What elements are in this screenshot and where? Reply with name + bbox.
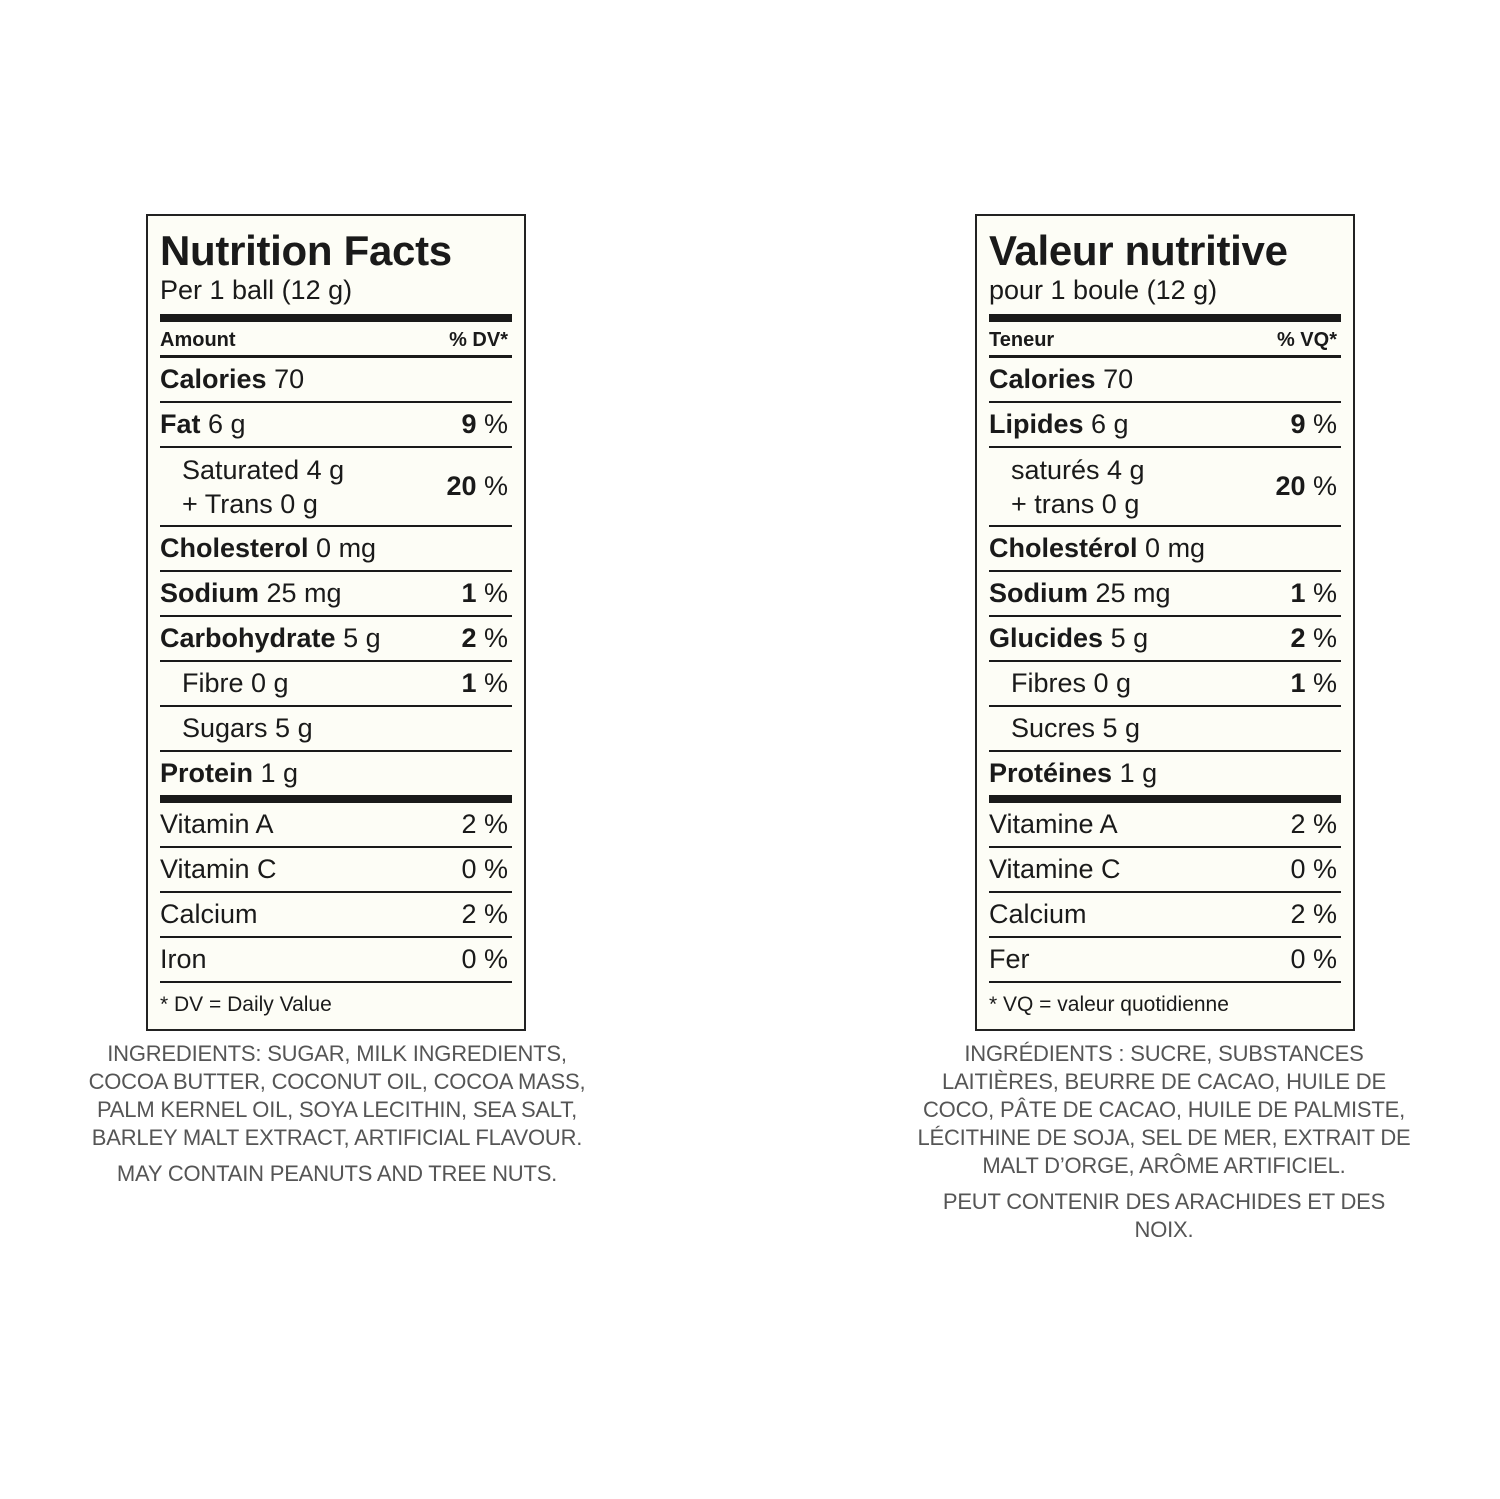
vitamin-name: Vitamine C: [989, 854, 1121, 884]
fat-pct: 9: [461, 409, 477, 439]
vitamin-row: [160, 848, 512, 893]
fat-pct: 9: [1290, 409, 1306, 439]
column-header-row: [989, 322, 1341, 358]
sodium-row: Sodium 25 mg 1 %: [160, 572, 512, 617]
sodium-label: Sodium: [160, 578, 259, 608]
carbohydrate-pct: 2: [1290, 623, 1306, 653]
vitamin-row: [160, 803, 512, 848]
vitamin-name: Iron: [160, 944, 207, 974]
calories-value: 70: [1103, 364, 1134, 394]
cholesterol-row: [989, 527, 1341, 572]
vitamin-name: Vitamine A: [989, 809, 1118, 839]
vitamin-row: [989, 848, 1341, 893]
protein-row: [160, 752, 512, 803]
fibre-pct: 1: [1290, 668, 1306, 698]
fat-amount: 6 g: [1091, 409, 1129, 439]
vitamin-pct: 0 %: [461, 854, 508, 884]
dv-header: % DV*: [449, 329, 508, 351]
dv-header: % VQ*: [1276, 329, 1337, 351]
cholesterol-amount: 0 mg: [316, 533, 377, 563]
vitamin-name: Fer: [989, 944, 1030, 974]
vitamin-pct: 0 %: [1290, 944, 1337, 974]
saturated-trans-row: saturés 4 g + trans 0 g 20 %: [989, 448, 1341, 527]
sodium-amount: 25 mg: [1095, 578, 1171, 608]
vitamin-name: Vitamin C: [160, 854, 277, 884]
footnote: * DV = Daily Value: [160, 993, 332, 1016]
carbohydrate-pct: 2: [461, 623, 477, 653]
thick-divider: [160, 314, 512, 322]
fibre-row: Fibres 0 g 1 %: [989, 662, 1341, 707]
vitamin-pct: 2 %: [1290, 809, 1337, 839]
thick-divider: [989, 314, 1341, 322]
carbohydrate-amount: 5 g: [1110, 623, 1149, 653]
vitamin-row: [160, 893, 512, 938]
column-header-row: [160, 322, 512, 358]
fat-row: Lipides 6 g 9 %: [989, 403, 1341, 448]
vitamin-row: [989, 803, 1341, 848]
allergen-statement: PEUT CONTENIR DES ARACHIDES ET DES NOIX.: [942, 1189, 1386, 1242]
sugars-row: [989, 707, 1341, 752]
amount-header: Teneur: [989, 329, 1055, 351]
fat-label: Lipides: [989, 409, 1084, 439]
sodium-amount: 25 mg: [266, 578, 342, 608]
fibre-row: Fibre 0 g 1 %: [160, 662, 512, 707]
sugars-row: [160, 707, 512, 752]
nutrition-facts-table-english: [146, 214, 526, 1031]
fat-row: Fat 6 g 9 %: [160, 403, 512, 448]
sodium-label: Sodium: [989, 578, 1088, 608]
sodium-row: Sodium 25 mg 1 %: [989, 572, 1341, 617]
carbohydrate-row: Glucides 5 g 2 %: [989, 617, 1341, 662]
protein-amount: 1 g: [260, 758, 299, 788]
fibre-pct: 1: [461, 668, 477, 698]
protein-label: Protéines: [989, 758, 1113, 788]
vitamin-pct: 2 %: [461, 809, 508, 839]
carbohydrate-label: Carbohydrate: [160, 623, 336, 653]
saturated-amount: saturés 4 g: [1011, 454, 1145, 485]
calories-row: [160, 358, 512, 403]
carbohydrate-row: Carbohydrate 5 g 2 %: [160, 617, 512, 662]
saturated-pct: 20: [446, 471, 477, 501]
carbohydrate-amount: 5 g: [343, 623, 381, 653]
fat-label: Fat: [160, 409, 201, 439]
trans-amount: + trans 0 g: [1011, 488, 1140, 519]
calories-value: 70: [274, 364, 305, 394]
footnote: * VQ = valeur quotidienne: [989, 993, 1229, 1016]
calories-label: Calories: [160, 364, 267, 394]
trans-amount: + Trans 0 g: [182, 488, 318, 519]
saturated-trans-row: Saturated 4 g + Trans 0 g 20 %: [160, 448, 512, 527]
sugars-amount: Sucres 5 g: [1011, 713, 1141, 743]
calories-label: Calories: [989, 364, 1096, 394]
amount-header: Amount: [160, 329, 236, 351]
vitamin-name: Vitamin A: [160, 809, 274, 839]
allergen-statement: MAY CONTAIN PEANUTS AND TREE NUTS.: [116, 1161, 558, 1186]
saturated-pct: 20: [1275, 471, 1306, 501]
vitamin-row: [989, 893, 1341, 938]
calories-row: [989, 358, 1341, 403]
serving-size: pour 1 boule (12 g): [989, 275, 1218, 305]
cholesterol-label: Cholesterol: [160, 533, 309, 563]
ingredients-french: [914, 1040, 1414, 1244]
vitamin-pct: 0 %: [1290, 854, 1337, 884]
fibre-amount: Fibre 0 g: [182, 668, 289, 698]
table-title: Nutrition Facts: [160, 227, 452, 274]
sodium-pct: 1: [1290, 578, 1306, 608]
ingredients-list: INGREDIENTS: SUGAR, MILK INGREDIENTS, COCOA BUTTER, COCONUT OIL, COCOA MASS, PALM KERNEL OIL, SOYA LECITHIN, SEA SALT, BARLEY MALT EXTRACT, ARTIFICIAL FLAVOUR.: [88, 1041, 586, 1150]
nutrition-facts-table-french: [975, 214, 1355, 1031]
vitamin-name: Calcium: [160, 899, 258, 929]
carbohydrate-label: Glucides: [989, 623, 1104, 653]
sugars-amount: Sugars 5 g: [182, 713, 313, 743]
vitamin-pct: 2 %: [461, 899, 508, 929]
protein-amount: 1 g: [1119, 758, 1158, 788]
sodium-pct: 1: [461, 578, 477, 608]
vitamin-name: Calcium: [989, 899, 1087, 929]
cholesterol-label: Cholestérol: [989, 533, 1138, 563]
serving-size: Per 1 ball (12 g): [160, 275, 353, 305]
vitamin-pct: 0 %: [461, 944, 508, 974]
saturated-amount: Saturated 4 g: [182, 454, 345, 485]
ingredients-list: INGRÉDIENTS : SUCRE, SUBSTANCES LAITIÈRES, BEURRE DE CACAO, HUILE DE COCO, PÂTE DE CACAO, HUILE DE PALMISTE, LÉCITHINE DE SOJA, SEL DE MER, EXTRAIT DE MALT D’ORGE, ARÔME ARTIFICIEL.: [917, 1041, 1411, 1178]
protein-row: [989, 752, 1341, 803]
vitamin-row: [160, 938, 512, 983]
protein-label: Protein: [160, 758, 254, 788]
vitamin-row: [989, 938, 1341, 983]
cholesterol-row: [160, 527, 512, 572]
fat-amount: 6 g: [208, 409, 246, 439]
vitamin-pct: 2 %: [1290, 899, 1337, 929]
ingredients-english: [87, 1040, 587, 1188]
fibre-amount: Fibres 0 g: [1011, 668, 1132, 698]
cholesterol-amount: 0 mg: [1145, 533, 1206, 563]
table-title: Valeur nutritive: [989, 227, 1288, 274]
